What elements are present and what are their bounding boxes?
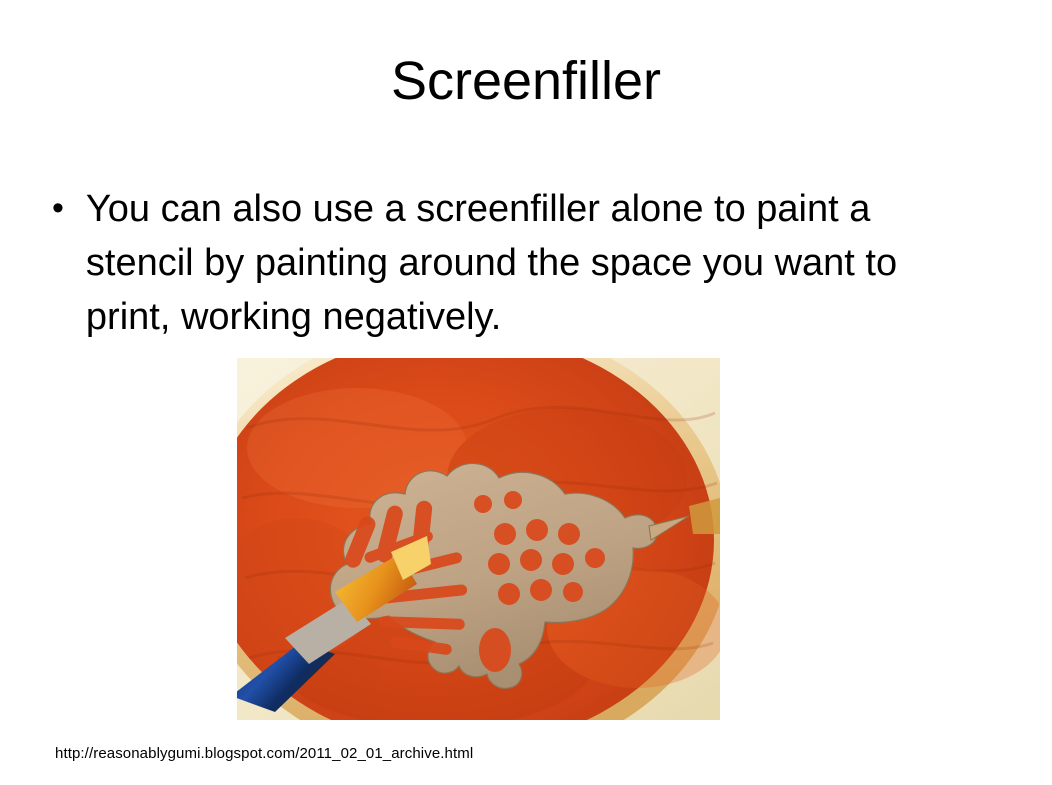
slide-image bbox=[237, 358, 720, 720]
bullet-marker: • bbox=[52, 189, 64, 227]
source-credit: http://reasonablygumi.blogspot.com/2011_02_01_archive.html bbox=[55, 745, 474, 762]
list-item bbox=[52, 182, 1002, 344]
slide-body bbox=[52, 182, 1002, 344]
orange-screen-with-bird-stencil-photo bbox=[237, 358, 720, 720]
bullet-text: You can also use a screenfiller alone to paint a stencil by painting around the space you want to print, working negatively. bbox=[85, 188, 898, 338]
page-title: Screenfiller bbox=[390, 51, 662, 111]
